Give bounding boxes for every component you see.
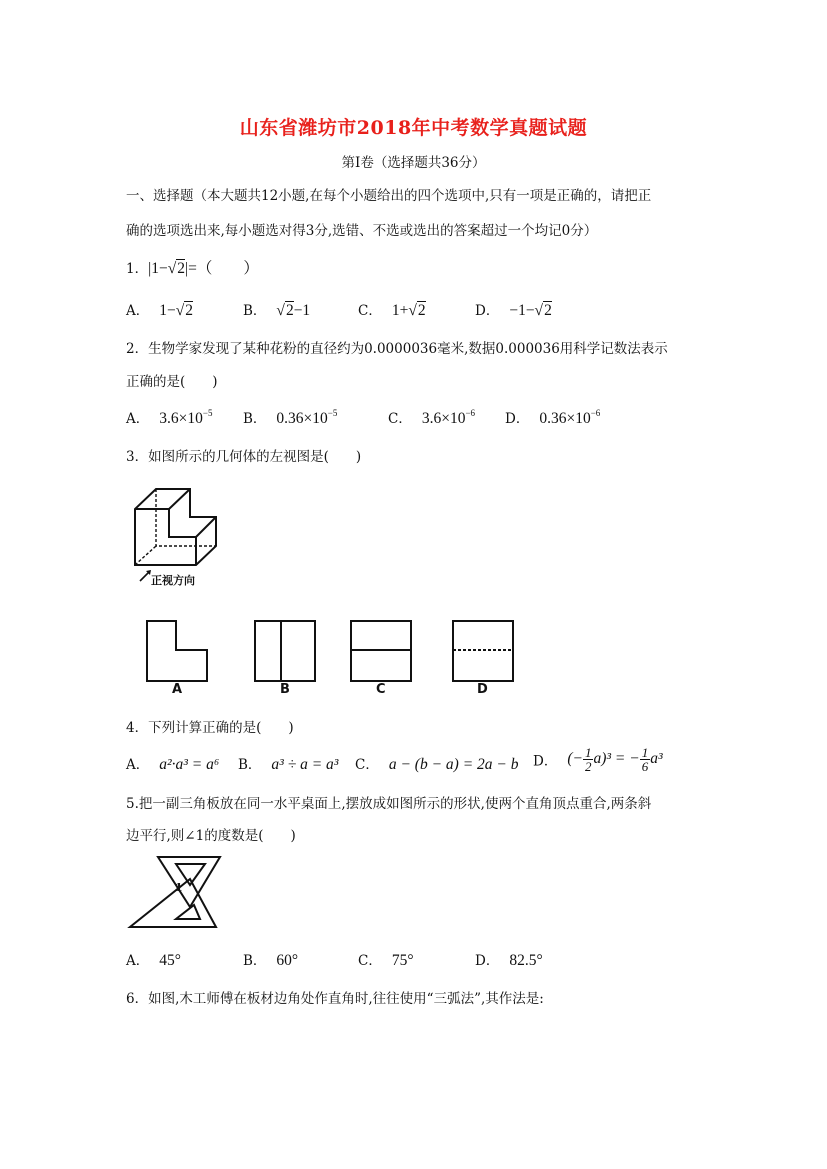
question-2-line-2: 正确的是( ) [126, 374, 218, 390]
q5-angle-label: 1 [175, 881, 183, 894]
q3-option-d-label: D [477, 682, 488, 697]
section-heading: 第Ⅰ卷（选择题共36分） [341, 155, 486, 171]
q2-option-b[interactable]: B． $0.36\times 10^{-5}$ [243, 408, 338, 427]
q3-option-a-figure[interactable] [146, 620, 208, 682]
q3-option-b-figure[interactable] [254, 620, 316, 682]
q5-option-c[interactable]: C． 75° [358, 952, 414, 969]
q2-option-d[interactable]: D． $0.36\times 10^{-6}$ [505, 408, 601, 427]
q5-option-b[interactable]: B． 60° [243, 952, 299, 969]
q4-option-c[interactable]: C． a − (b − a) = 2a − b [355, 756, 519, 773]
question-2-line-1: 2．生物学家发现了某种花粉的直径约为0.0000036毫米,数据0.000036用科学记数法表示 [126, 341, 668, 357]
q5-option-a[interactable]: A． 45° [126, 952, 181, 969]
question-3: 3．如图所示的几何体的左视图是( ) [126, 449, 362, 465]
q1-option-b[interactable]: B． √2−1 [243, 302, 311, 319]
question-6: 6．如图,木工师傅在板材边角处作直角时,往往使用“三弧法”,其作法是: [126, 991, 544, 1007]
q3-option-c-figure[interactable] [350, 620, 412, 682]
q3-option-b-label: B [280, 682, 290, 697]
instructions-line-1: 一、选择题（本大题共12小题,在每个小题给出的四个选项中,只有一项是正确的，请把正 [126, 188, 652, 204]
q1-option-d[interactable]: D． −1−√2 [475, 302, 552, 319]
instructions-line-2: 确的选项选出来,每小题选对得3分,选错、不选或选出的答案超过一个均记0分） [126, 223, 598, 239]
question-1: 1．|1−√2|=（ ） [126, 260, 259, 277]
q5-triangles-figure [128, 855, 224, 933]
question-1-expr-rad: 2 [177, 260, 185, 277]
q3-option-c-label: C [376, 682, 386, 697]
q3-solid-figure [132, 485, 232, 585]
question-5-line-2: 边平行,则∠1的度数是( ) [126, 828, 296, 844]
q1-option-a[interactable]: A． 1−√2 [126, 302, 193, 319]
q3-front-view-label: 正视方向 [151, 574, 195, 587]
question-5-line-1: 5.把一副三角板放在同一水平桌面上,摆放成如图所示的形状,使两个直角顶点重合,两条斜 [126, 796, 652, 812]
q2-option-a[interactable]: A． $3.6\times 10^{-5}$ [126, 408, 213, 427]
q4-option-a[interactable]: A． a²·a³ = a⁶ [126, 756, 220, 773]
q4-option-d[interactable]: D． (− $\frac{1}{2}$ a)³ = − $\frac{1}{6}$ a³ [533, 745, 663, 774]
question-1-expr-b: |=（ ） [184, 260, 259, 277]
q3-option-a-label: A [172, 682, 183, 697]
question-1-number: 1． [126, 261, 149, 277]
q1-option-c[interactable]: C． 1+√2 [358, 302, 426, 319]
question-1-expr-a: |1− [148, 260, 168, 277]
page-title: 山东省潍坊市2018年中考数学真题试题 [239, 117, 588, 139]
q2-option-c[interactable]: C． $3.6\times 10^{-6}$ [388, 408, 476, 427]
q5-option-d[interactable]: D． 82.5° [475, 952, 543, 969]
q4-option-b[interactable]: B． a³ ÷ a = a³ [238, 756, 339, 773]
q3-option-d-figure[interactable] [452, 620, 514, 682]
question-4: 4．下列计算正确的是( ) [126, 720, 294, 736]
